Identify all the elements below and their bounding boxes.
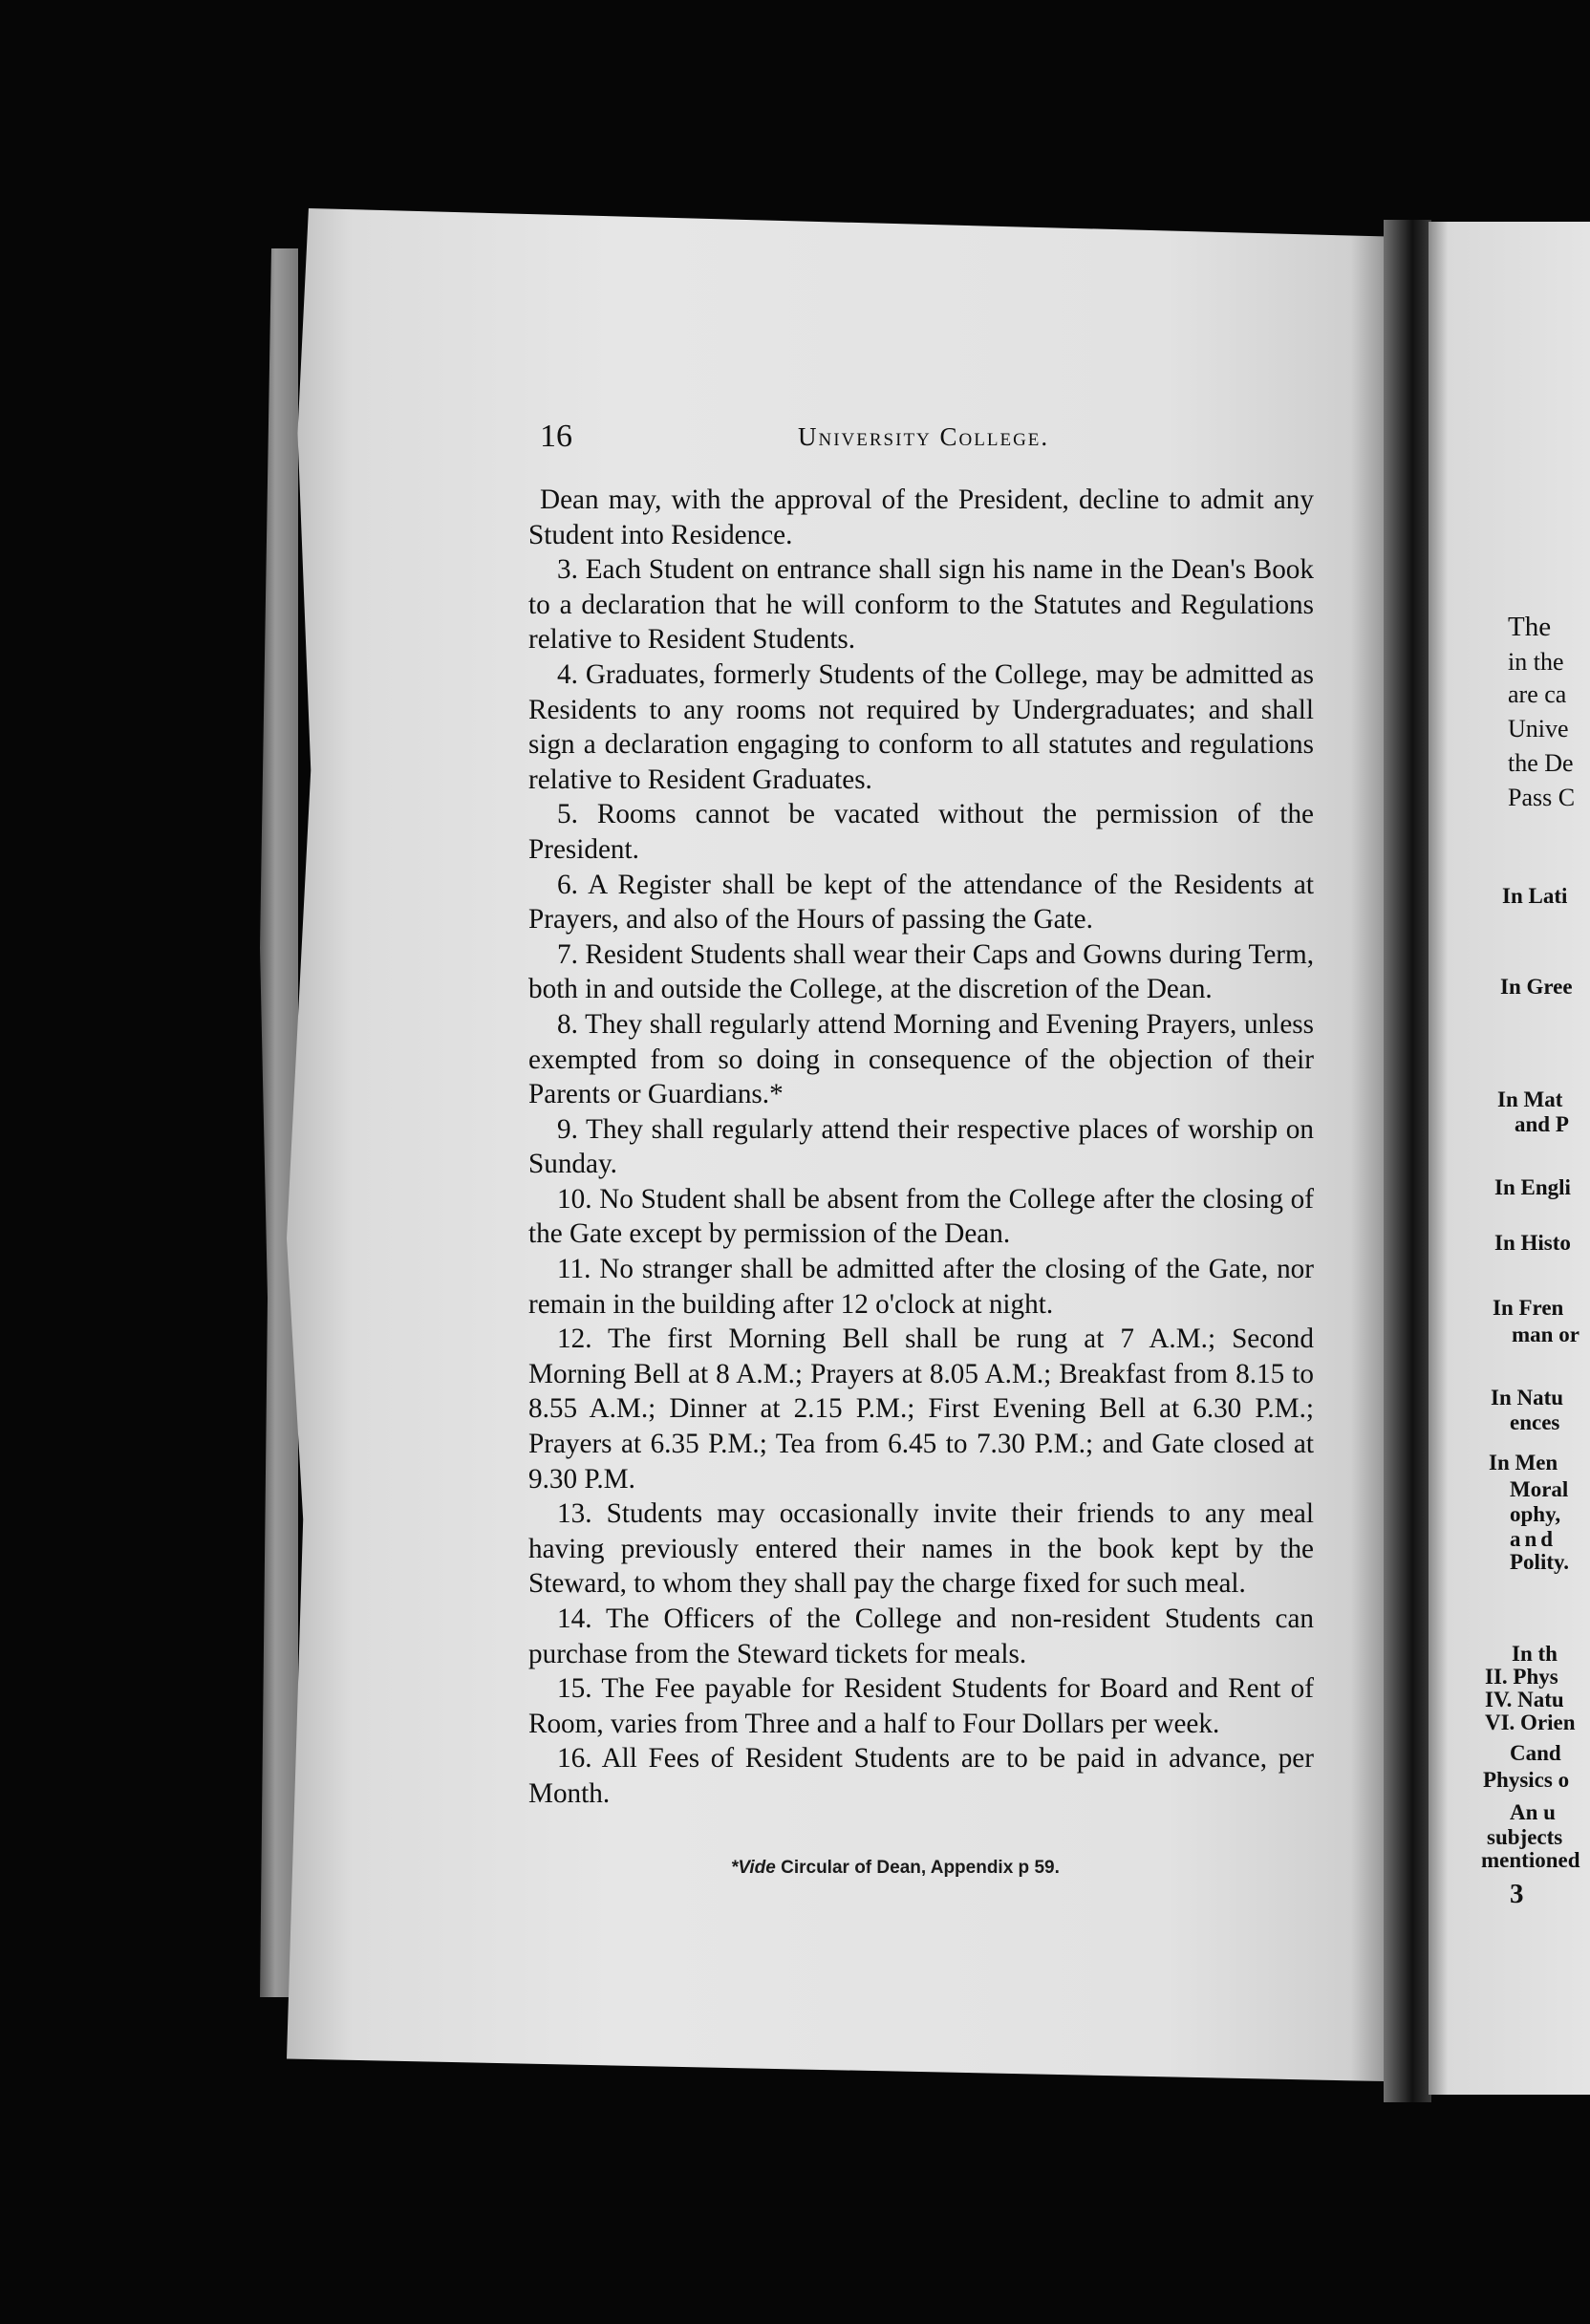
right-text-fragment: In Men bbox=[1489, 1451, 1558, 1474]
paragraph: 15. The Fee payable for Resident Students for Board and Rent of Room, varies from Three and a half to Four Dollars per week. bbox=[528, 1673, 1314, 1739]
page-number: 16 bbox=[540, 419, 572, 454]
paragraph: 4. Graduates, formerly Students of the College, may be admitted as Residents to any rooms not required by Undergraduates; and shall sign a declaration engaging to conform to all statutes and regulations relative to Resident Graduates. bbox=[528, 658, 1314, 795]
footnote-prefix: *Vide bbox=[731, 1858, 776, 1878]
right-text-fragment: the De bbox=[1508, 749, 1574, 777]
right-text-fragment: An u bbox=[1510, 1800, 1556, 1824]
right-text-fragment: Moral bbox=[1510, 1477, 1569, 1501]
right-text-fragment: Pass C bbox=[1508, 784, 1576, 811]
right-text-fragment: The bbox=[1508, 612, 1552, 642]
right-text-fragment: Cand bbox=[1510, 1741, 1561, 1765]
paragraph: 8. They shall regularly attend Morning and Evening Prayers, unless exempted from so doing in consequence of the objection of their Parents or Guardians.* bbox=[528, 1008, 1314, 1110]
paragraph: 16. All Fees of Resident Students are to be paid in advance, per Month. bbox=[528, 1743, 1314, 1809]
paragraph: 5. Rooms cannot be vacated without the permission of the President. bbox=[528, 799, 1314, 865]
right-page-number: 3 bbox=[1510, 1879, 1524, 1909]
right-text-fragment: In Lati bbox=[1502, 884, 1568, 908]
paragraph: 14. The Officers of the College and non-resident Students can purchase from the Steward tickets for meals. bbox=[528, 1603, 1314, 1669]
page-stack-edge bbox=[260, 248, 298, 1997]
paragraph: Dean may, with the approval of the President, decline to admit any Student into Residence. bbox=[528, 484, 1314, 550]
running-head bbox=[540, 419, 1381, 466]
paragraph: 10. No Student shall be absent from the College after the closing of the Gate except by permission of the Dean. bbox=[528, 1183, 1314, 1250]
right-text-fragment: man or bbox=[1512, 1323, 1579, 1346]
right-text-fragment: In Gree bbox=[1500, 975, 1573, 999]
book-gutter bbox=[1384, 220, 1431, 2102]
right-text-fragment: in the bbox=[1508, 648, 1564, 676]
running-title: University College. bbox=[798, 422, 1050, 451]
right-text-fragment: In Fren bbox=[1493, 1296, 1564, 1320]
right-text-fragment: and P bbox=[1515, 1112, 1569, 1136]
paragraph: 3. Each Student on entrance shall sign his name in the Dean's Book to a declaration that he will conform to the Statutes and Regulations relative to Resident Students. bbox=[528, 554, 1314, 656]
footnote-text: Circular of Dean, Appendix p 59. bbox=[781, 1858, 1060, 1878]
right-text-fragment: IV. Natu bbox=[1485, 1688, 1564, 1711]
paragraph: 9. They shall regularly attend their respective places of worship on Sunday. bbox=[528, 1113, 1314, 1180]
right-text-fragment: ences bbox=[1510, 1410, 1560, 1434]
right-text-fragment: subjects bbox=[1487, 1825, 1563, 1849]
right-text-fragment: VI. Orien bbox=[1485, 1711, 1576, 1734]
right-text-fragment: In Mat bbox=[1497, 1087, 1563, 1111]
paragraph: 12. The first Morning Bell shall be rung at 7 A.M.; Second Morning Bell at 8 A.M.; Prayers at 8.05 A.M.; Breakfast from 8.15 to 8.55 A.M.; Dinner at 2.15 P.M.; First Evening Bell at 6.30 P.M.; Prayers at 6.35 P.M.; Tea from 6.45 to 7.30 P.M.; and Gate closed at 9.30 P.M. bbox=[528, 1323, 1314, 1495]
body-text bbox=[528, 483, 1314, 1812]
paragraph: 11. No stranger shall be admitted after the closing of the Gate, nor remain in the building after 12 o'clock at night. bbox=[528, 1254, 1314, 1320]
paragraph: 7. Resident Students shall wear their Caps and Gowns during Term, both in and outside the College, at the discretion of the Dean. bbox=[528, 938, 1314, 1005]
right-text-fragment: Physics o bbox=[1483, 1768, 1570, 1792]
right-text-fragment: Polity. bbox=[1510, 1550, 1569, 1574]
footnote bbox=[731, 1858, 1060, 1879]
right-text-fragment: II. Phys bbox=[1485, 1665, 1558, 1689]
right-text-fragment: In Engli bbox=[1494, 1175, 1571, 1199]
right-text-fragment: are ca bbox=[1508, 680, 1567, 708]
right-text-fragment: ophy, bbox=[1510, 1502, 1561, 1526]
right-text-fragment: mentioned bbox=[1481, 1848, 1580, 1872]
paragraph: 6. A Register shall be kept of the attendance of the Residents at Prayers, and also of the Hours of passing the Gate. bbox=[528, 869, 1314, 936]
right-text-fragment: In Natu bbox=[1491, 1386, 1564, 1409]
right-text-fragment: Unive bbox=[1508, 715, 1569, 742]
right-text-fragment: In th bbox=[1512, 1642, 1558, 1666]
right-text-fragment: In Histo bbox=[1494, 1231, 1571, 1255]
paragraph: 13. Students may occasionally invite their friends to any meal having previously entered their names in the book kept by the Steward, to whom they shall pay the charge fixed for such meal. bbox=[528, 1498, 1314, 1600]
right-text-fragment: and bbox=[1510, 1527, 1558, 1551]
